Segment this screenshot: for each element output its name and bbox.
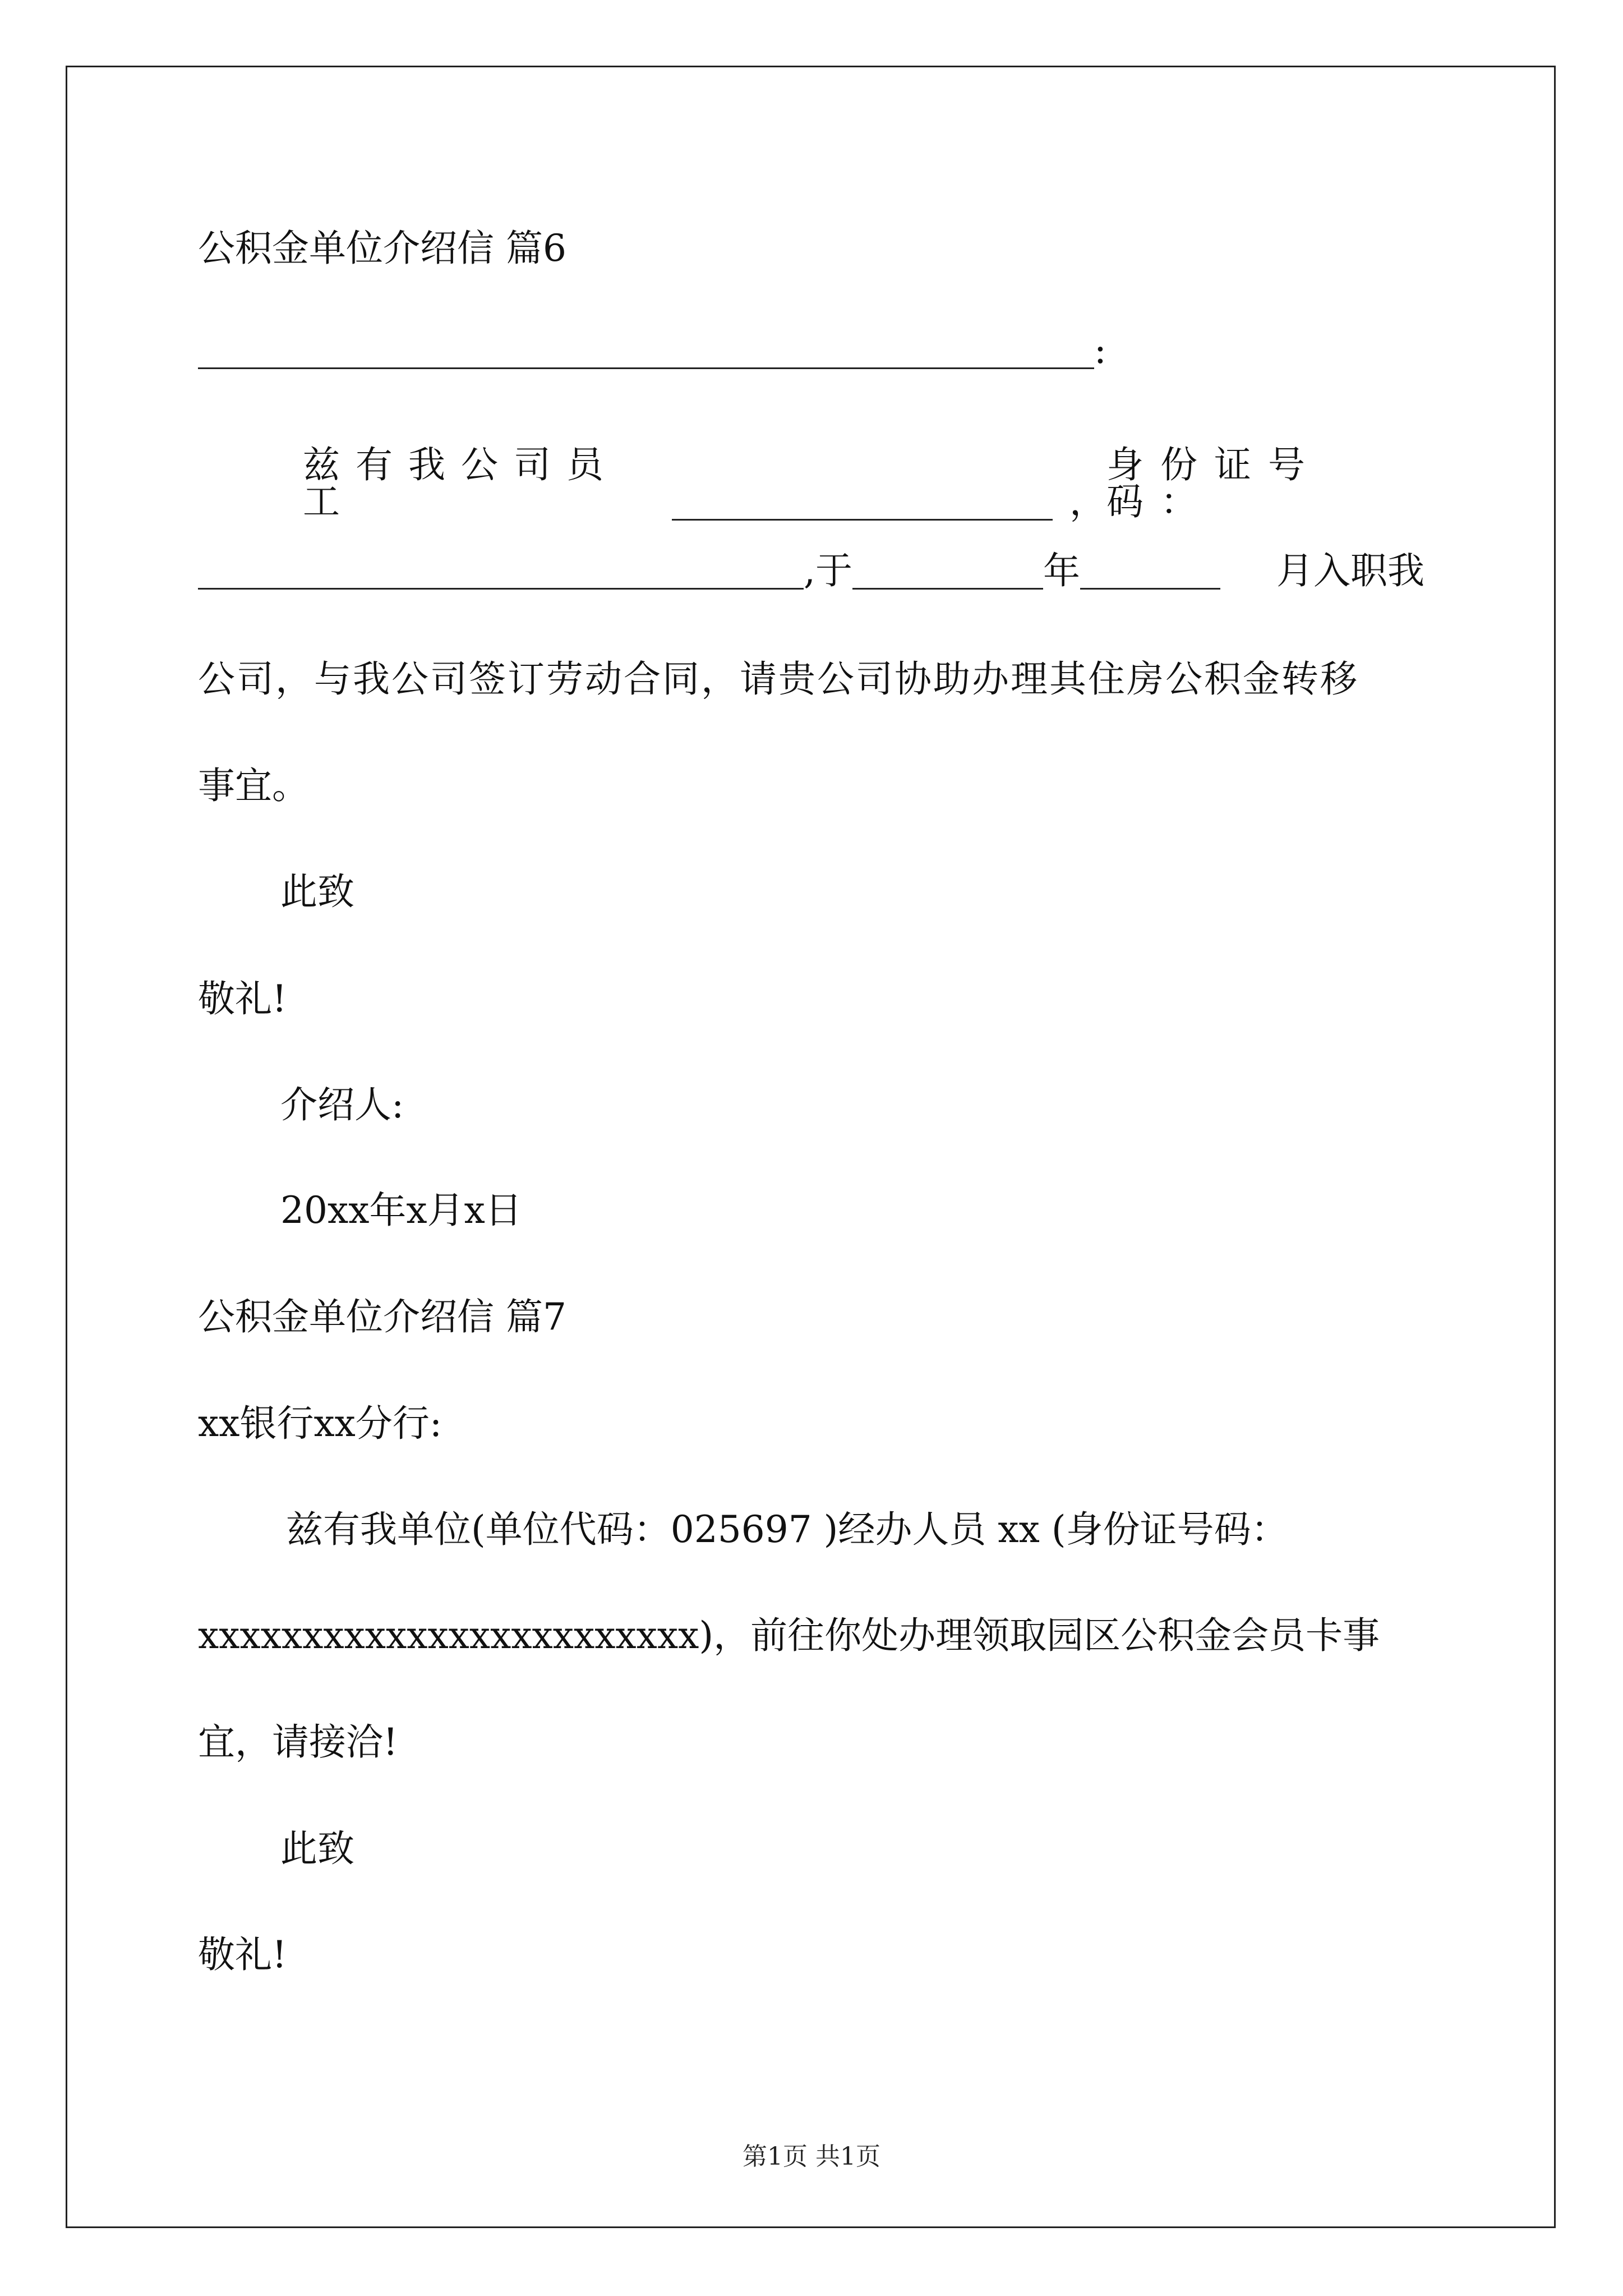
employee-name-blank[interactable] — [672, 486, 1053, 521]
addressee-colon: : — [1094, 329, 1106, 372]
section6-closing2: 敬礼! — [198, 977, 287, 1020]
line1-comma: ， — [1069, 480, 1106, 523]
section7-line1: 兹有我单位(单位代码：025697 )经办人员 xx (身份证号码： — [286, 1508, 1288, 1551]
line2-month-join: 月入职我 — [1276, 549, 1424, 592]
addressee-line — [198, 329, 1106, 372]
month-blank[interactable] — [1080, 555, 1220, 590]
section6-line2 — [198, 549, 1424, 592]
section7-line3: 宜，请接洽! — [198, 1720, 398, 1764]
line1-lead: 兹有我公司员工 — [303, 443, 619, 523]
section7-closing2: 敬礼! — [198, 1933, 287, 1976]
line2-year: 年 — [1043, 549, 1080, 592]
page-footer: 第1页 共1页 — [743, 2142, 880, 2171]
section6-heading: 公积金单位介绍信 篇6 — [198, 227, 566, 270]
year-blank[interactable] — [852, 555, 1043, 590]
line2-yu: ,于 — [804, 549, 852, 592]
section6-date: 20xx年x月x日 — [280, 1189, 522, 1232]
section7-addressee: xx银行xx分行: — [198, 1402, 442, 1445]
section6-closing1: 此致 — [280, 870, 354, 913]
section7-line2: xxxxxxxxxxxxxxxxxxxxxxxx)，前往你处办理领取园区公积金会员卡事 — [198, 1614, 1380, 1657]
section6-line4: 事宜。 — [198, 764, 309, 807]
section6-introducer: 介绍人: — [280, 1083, 404, 1126]
section6-line3: 公司，与我公司签订劳动合同，请贵公司协助办理其住房公积金转移 — [198, 657, 1359, 701]
addressee-blank[interactable] — [198, 335, 1094, 369]
id-number-blank[interactable] — [198, 555, 804, 590]
section7-closing1: 此致 — [280, 1827, 354, 1870]
section6-line1 — [303, 443, 1424, 523]
page-border — [66, 66, 1556, 2228]
id-label: 身份证号码： — [1106, 443, 1322, 523]
section7-heading: 公积金单位介绍信 篇7 — [198, 1295, 566, 1338]
